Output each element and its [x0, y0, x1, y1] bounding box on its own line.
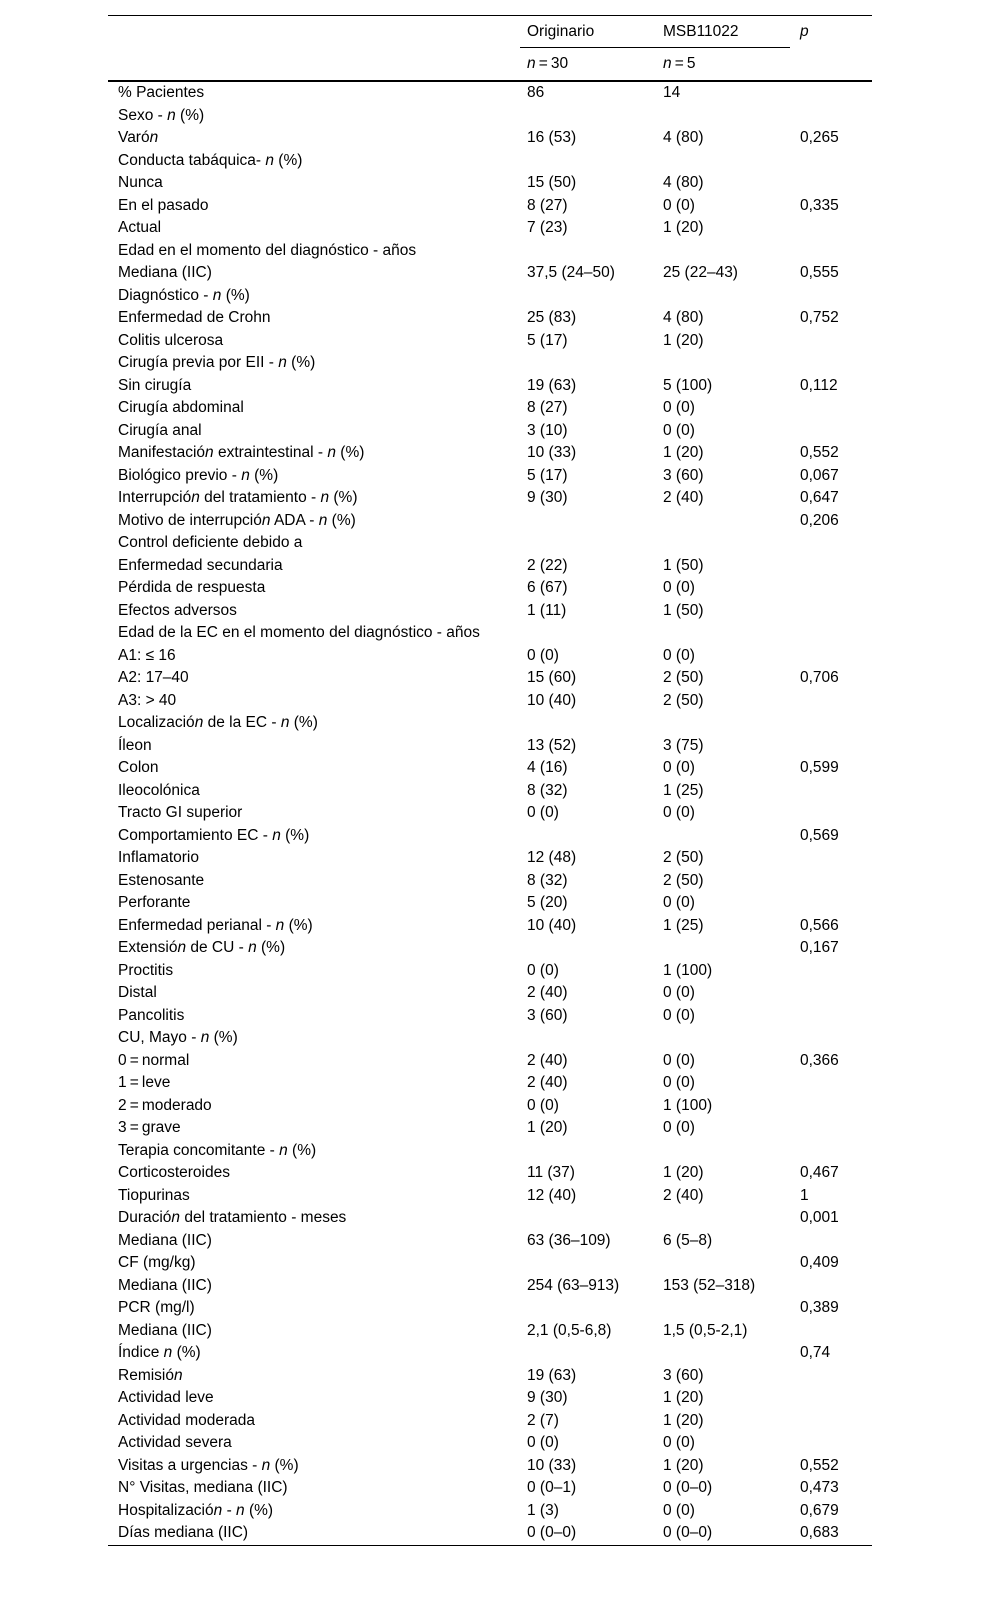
table-row: [108, 825, 872, 848]
originario-value: 0 (0): [527, 1434, 559, 1451]
table-row: [108, 1185, 872, 1208]
table-row: [108, 82, 872, 105]
table-row: [108, 1432, 872, 1455]
msb11022-value: 0 (0): [663, 646, 695, 664]
row-label: Colon: [118, 759, 159, 776]
table-row: [108, 105, 872, 128]
originario-value: 6 (67): [527, 579, 568, 596]
msb11022-value: 0 (0): [663, 421, 695, 439]
row-label: Inflamatorio: [118, 849, 199, 866]
row-label: CF (mg/kg): [118, 1254, 196, 1271]
row-label: Ileocolónica: [118, 781, 200, 799]
msb11022-value: 2 (40): [663, 489, 704, 506]
row-label: Cirugía abdominal: [118, 399, 244, 416]
row-label: Conducta tabáquica- n (%): [118, 151, 303, 169]
p-value: 0,706: [800, 669, 839, 686]
row-label: Visitas a urgencias - n (%): [118, 1456, 299, 1474]
originario-value: 7 (23): [527, 219, 568, 236]
row-label: A3: > 40: [118, 691, 177, 709]
msb11022-value: 5 (100): [663, 376, 713, 394]
p-value: 0,566: [800, 916, 839, 934]
msb11022-value: 1 (20): [663, 1456, 704, 1474]
table-row: [108, 645, 872, 668]
msb11022-value: 0 (0): [663, 1051, 695, 1069]
row-label: Edad de la EC en el momento del diagnóstico - años: [118, 624, 480, 641]
p-value: 0,112: [800, 376, 838, 394]
msb11022-value: 3 (75): [663, 736, 704, 754]
row-label: Sin cirugía: [118, 376, 192, 394]
msb11022-value: 25 (22–43): [663, 264, 738, 281]
msb11022-value: 6 (5–8): [663, 1231, 713, 1249]
msb11022-value: 0 (0): [663, 1434, 695, 1451]
p-value: 0,599: [800, 759, 839, 776]
data-table: [108, 15, 872, 1546]
table-row: [108, 285, 872, 308]
row-label: Interrupción del tratamiento - n (%): [118, 489, 358, 506]
originario-value: 0 (0–0): [527, 1524, 577, 1541]
table-row: [108, 150, 872, 173]
originario-value: 15 (50): [527, 174, 577, 191]
msb11022-value: 0 (0): [663, 984, 695, 1001]
table-row: [108, 375, 872, 398]
msb11022-value: 1 (20): [663, 331, 704, 349]
originario-value: 37,5 (24–50): [527, 264, 615, 281]
table-row: [108, 532, 872, 555]
row-label: Comportamiento EC - n (%): [118, 826, 310, 844]
row-label: % Pacientes: [118, 84, 205, 101]
table-row: [108, 172, 872, 195]
row-label: Pancolitis: [118, 1006, 185, 1024]
row-label: Íleon: [118, 736, 152, 754]
p-value: 0,206: [800, 511, 839, 529]
row-label: Distal: [118, 984, 157, 1001]
originario-value: 8 (27): [527, 196, 568, 214]
originario-value: 254 (63–913): [527, 1276, 620, 1294]
originario-value: 0 (0–1): [527, 1479, 577, 1496]
row-label: Duración del tratamiento - meses: [118, 1209, 347, 1226]
originario-value: 5 (17): [527, 331, 568, 349]
msb11022-value: 4 (80): [663, 174, 704, 191]
originario-value: 2 (40): [527, 1051, 568, 1069]
originario-value: 9 (30): [527, 489, 568, 506]
originario-value: 3 (60): [527, 1006, 568, 1024]
row-label: Colitis ulcerosa: [118, 331, 224, 349]
table-row: [108, 735, 872, 758]
bottom-rule: [108, 1545, 872, 1546]
msb11022-value: 1 (20): [663, 1164, 704, 1181]
p-value: 0,569: [800, 826, 839, 844]
row-label: Actividad severa: [118, 1434, 232, 1451]
header-originario: Originario: [527, 23, 595, 40]
row-label: Cirugía anal: [118, 421, 202, 439]
table-row: [108, 1117, 872, 1140]
row-label: Tracto GI superior: [118, 804, 243, 821]
row-label: Efectos adversos: [118, 601, 237, 619]
originario-value: 19 (63): [527, 376, 577, 394]
table-row: [108, 577, 872, 600]
originario-value: 2 (40): [527, 1074, 568, 1091]
row-label: Días mediana (IIC): [118, 1524, 249, 1541]
header-n-msb11022: n = 5: [663, 55, 696, 72]
p-value: 0,467: [800, 1164, 839, 1181]
row-label: Remisión: [118, 1366, 183, 1384]
msb11022-value: 0 (0): [663, 399, 695, 416]
msb11022-value: 0 (0): [663, 1119, 695, 1136]
table-row: [108, 1297, 872, 1320]
msb11022-value: 4 (80): [663, 309, 704, 326]
row-label: Índice n (%): [118, 1344, 201, 1361]
row-label: 1 = leve: [118, 1074, 171, 1091]
table-row: [108, 1455, 872, 1478]
msb11022-value: 0 (0): [663, 1074, 695, 1091]
msb11022-value: 1 (20): [663, 1389, 704, 1406]
row-label: Perforante: [118, 894, 191, 911]
msb11022-value: 1 (25): [663, 916, 704, 934]
header-n-row: [108, 48, 872, 80]
table-row: [108, 1027, 872, 1050]
table-row: [108, 690, 872, 713]
originario-value: 16 (53): [527, 129, 577, 146]
originario-value: 10 (40): [527, 691, 577, 709]
msb11022-value: 1 (50): [663, 601, 704, 619]
table-row: [108, 1387, 872, 1410]
row-label: Terapia concomitante - n (%): [118, 1141, 317, 1159]
row-label: CU, Mayo - n (%): [118, 1029, 238, 1046]
msb11022-value: 2 (50): [663, 849, 704, 866]
row-label: Mediana (IIC): [118, 1321, 212, 1339]
table-row: [108, 915, 872, 938]
originario-value: 0 (0): [527, 646, 559, 664]
table-row: [108, 847, 872, 870]
row-label: Enfermedad de Crohn: [118, 309, 271, 326]
header-n-originario: n = 30: [527, 55, 569, 72]
row-label: A1: ≤ 16: [118, 646, 176, 664]
p-value: 0,552: [800, 1456, 839, 1474]
table-row: [108, 780, 872, 803]
row-label: Localización de la EC - n (%): [118, 714, 318, 731]
originario-value: 0 (0): [527, 961, 559, 979]
p-value: 0,265: [800, 129, 839, 146]
header-msb11022: MSB11022: [663, 23, 739, 40]
msb11022-value: 0 (0): [663, 1501, 695, 1519]
table-row: [108, 330, 872, 353]
originario-value: 8 (27): [527, 399, 568, 416]
msb11022-value: 3 (60): [663, 1366, 704, 1384]
msb11022-value: 0 (0): [663, 1006, 695, 1024]
table-row: [108, 1342, 872, 1365]
msb11022-value: 1 (20): [663, 219, 704, 236]
msb11022-value: 2 (50): [663, 871, 704, 889]
table-row: [108, 1522, 872, 1545]
msb11022-value: 0 (0): [663, 196, 695, 214]
table-row: [108, 127, 872, 150]
table-row: [108, 1230, 872, 1253]
table-row: [108, 510, 872, 533]
table-row: [108, 1365, 872, 1388]
row-label: Actividad leve: [118, 1389, 214, 1406]
table-row: [108, 262, 872, 285]
table-row: [108, 870, 872, 893]
table-row: [108, 937, 872, 960]
originario-value: 3 (10): [527, 421, 568, 439]
p-value: 0,679: [800, 1501, 839, 1519]
originario-value: 10 (33): [527, 1456, 577, 1474]
table-row: [108, 1275, 872, 1298]
msb11022-value: 3 (60): [663, 466, 704, 484]
row-label: Proctitis: [118, 961, 174, 979]
table-row: [108, 1050, 872, 1073]
table-row: [108, 1162, 872, 1185]
row-label: Manifestación extraintestinal - n (%): [118, 444, 365, 461]
table-row: [108, 622, 872, 645]
originario-value: 2,1 (0,5-6,8): [527, 1321, 612, 1339]
header-p-value: p: [800, 23, 809, 40]
msb11022-value: 0 (0–0): [663, 1479, 713, 1496]
p-value: 0,366: [800, 1051, 839, 1069]
originario-value: 8 (32): [527, 871, 568, 889]
msb11022-value: 1 (25): [663, 781, 704, 799]
p-value: 0,647: [800, 489, 839, 506]
table-row: [108, 1140, 872, 1163]
msb11022-value: 1 (100): [663, 1096, 713, 1114]
originario-value: 1 (11): [527, 601, 567, 619]
row-label: 3 = grave: [118, 1119, 181, 1136]
originario-value: 2 (22): [527, 556, 568, 574]
msb11022-value: 0 (0): [663, 579, 695, 596]
originario-value: 4 (16): [527, 759, 568, 776]
table-row: [108, 352, 872, 375]
row-label: A2: 17–40: [118, 669, 189, 686]
table-row: [108, 442, 872, 465]
originario-value: 86: [527, 84, 545, 101]
row-label: Hospitalización - n (%): [118, 1501, 274, 1519]
table-row: [108, 892, 872, 915]
originario-value: 1 (3): [527, 1501, 559, 1519]
msb11022-value: 1 (20): [663, 1411, 704, 1429]
p-value: 0,683: [800, 1524, 839, 1541]
row-label: Diagnóstico - n (%): [118, 286, 250, 304]
row-label: En el pasado: [118, 196, 209, 214]
originario-value: 2 (40): [527, 984, 568, 1001]
originario-value: 10 (33): [527, 444, 577, 461]
table-row: [108, 1207, 872, 1230]
p-value: 0,473: [800, 1479, 839, 1496]
table-row: [108, 1477, 872, 1500]
table-row: [108, 397, 872, 420]
row-label: PCR (mg/l): [118, 1299, 195, 1316]
originario-value: 5 (17): [527, 466, 568, 484]
table-row: [108, 487, 872, 510]
msb11022-value: 1,5 (0,5-2,1): [663, 1321, 748, 1339]
table-row: [108, 757, 872, 780]
msb11022-value: 0 (0): [663, 759, 695, 776]
table-row: [108, 982, 872, 1005]
table-row: [108, 1252, 872, 1275]
msb11022-value: 1 (100): [663, 961, 713, 979]
table-row: [108, 667, 872, 690]
p-value: 0,335: [800, 196, 839, 214]
originario-value: 8 (32): [527, 781, 568, 799]
msb11022-value: 2 (50): [663, 669, 704, 686]
originario-value: 15 (60): [527, 669, 577, 686]
originario-value: 10 (40): [527, 916, 577, 934]
row-label: 0 = normal: [118, 1051, 190, 1069]
table-row: [108, 217, 872, 240]
table-row: [108, 712, 872, 735]
row-label: Tiopurinas: [118, 1186, 190, 1204]
row-label: Mediana (IIC): [118, 1276, 212, 1294]
p-value: 0,167: [800, 939, 839, 956]
table-row: [108, 1500, 872, 1523]
p-value: 1: [800, 1186, 809, 1204]
row-label: N° Visitas, mediana (IIC): [118, 1479, 288, 1496]
table-row: [108, 555, 872, 578]
originario-value: 9 (30): [527, 1389, 568, 1406]
table-row: [108, 420, 872, 443]
msb11022-value: 1 (50): [663, 556, 704, 574]
originario-value: 12 (40): [527, 1186, 577, 1204]
row-label: Mediana (IIC): [118, 1231, 212, 1249]
table-row: [108, 1005, 872, 1028]
table-row: [108, 802, 872, 825]
table-row: [108, 195, 872, 218]
row-label: Sexo - n (%): [118, 106, 205, 124]
p-value: 0,409: [800, 1254, 839, 1271]
table-row: [108, 307, 872, 330]
p-value: 0,74: [800, 1344, 831, 1361]
table-row: [108, 1095, 872, 1118]
row-label: Nunca: [118, 174, 163, 191]
table-row: [108, 465, 872, 488]
header-row: [108, 16, 872, 48]
originario-value: 5 (20): [527, 894, 568, 911]
row-label: Biológico previo - n (%): [118, 466, 279, 484]
msb11022-value: 0 (0–0): [663, 1524, 713, 1541]
originario-value: 11 (37): [527, 1164, 575, 1181]
msb11022-value: 1 (20): [663, 444, 704, 461]
row-label: Motivo de interrupción ADA - n (%): [118, 511, 356, 529]
msb11022-value: 153 (52–318): [663, 1276, 756, 1294]
row-label: Enfermedad secundaria: [118, 556, 283, 574]
p-value: 0,552: [800, 444, 839, 461]
row-label: Estenosante: [118, 871, 205, 889]
row-label: Varón: [118, 129, 159, 146]
originario-value: 19 (63): [527, 1366, 577, 1384]
table-row: [108, 1410, 872, 1433]
msb11022-value: 2 (40): [663, 1186, 704, 1204]
row-label: Mediana (IIC): [118, 264, 212, 281]
msb11022-value: 2 (50): [663, 691, 704, 709]
row-label: Enfermedad perianal - n (%): [118, 916, 313, 934]
originario-value: 0 (0): [527, 1096, 559, 1114]
p-value: 0,752: [800, 309, 839, 326]
msb11022-value: 14: [663, 84, 681, 101]
row-label: 2 = moderado: [118, 1096, 212, 1114]
originario-value: 13 (52): [527, 736, 577, 754]
table-row: [108, 1072, 872, 1095]
row-label: Actual: [118, 219, 162, 236]
originario-value: 0 (0): [527, 804, 559, 821]
row-label: Cirugía previa por EII - n (%): [118, 354, 316, 371]
row-label: Corticosteroides: [118, 1164, 230, 1181]
msb11022-value: 0 (0): [663, 804, 695, 821]
originario-value: 2 (7): [527, 1411, 559, 1429]
table-body: [108, 82, 872, 1545]
table-row: [108, 1320, 872, 1343]
row-label: Extensión de CU - n (%): [118, 939, 286, 956]
p-value: 0,555: [800, 264, 839, 281]
row-label: Edad en el momento del diagnóstico - años: [118, 241, 417, 259]
msb11022-value: 0 (0): [663, 894, 695, 911]
msb11022-value: 4 (80): [663, 129, 704, 146]
table-row: [108, 960, 872, 983]
table-row: [108, 240, 872, 263]
p-value: 0,067: [800, 466, 839, 484]
row-label: Control deficiente debido a: [118, 534, 303, 551]
originario-value: 63 (36–109): [527, 1231, 611, 1249]
row-label: Pérdida de respuesta: [118, 579, 266, 596]
table-row: [108, 600, 872, 623]
originario-value: 25 (83): [527, 309, 577, 326]
p-value: 0,001: [800, 1209, 839, 1226]
row-label: Actividad moderada: [118, 1411, 255, 1429]
originario-value: 1 (20): [527, 1119, 568, 1136]
originario-value: 12 (48): [527, 849, 577, 866]
p-value: 0,389: [800, 1299, 839, 1316]
